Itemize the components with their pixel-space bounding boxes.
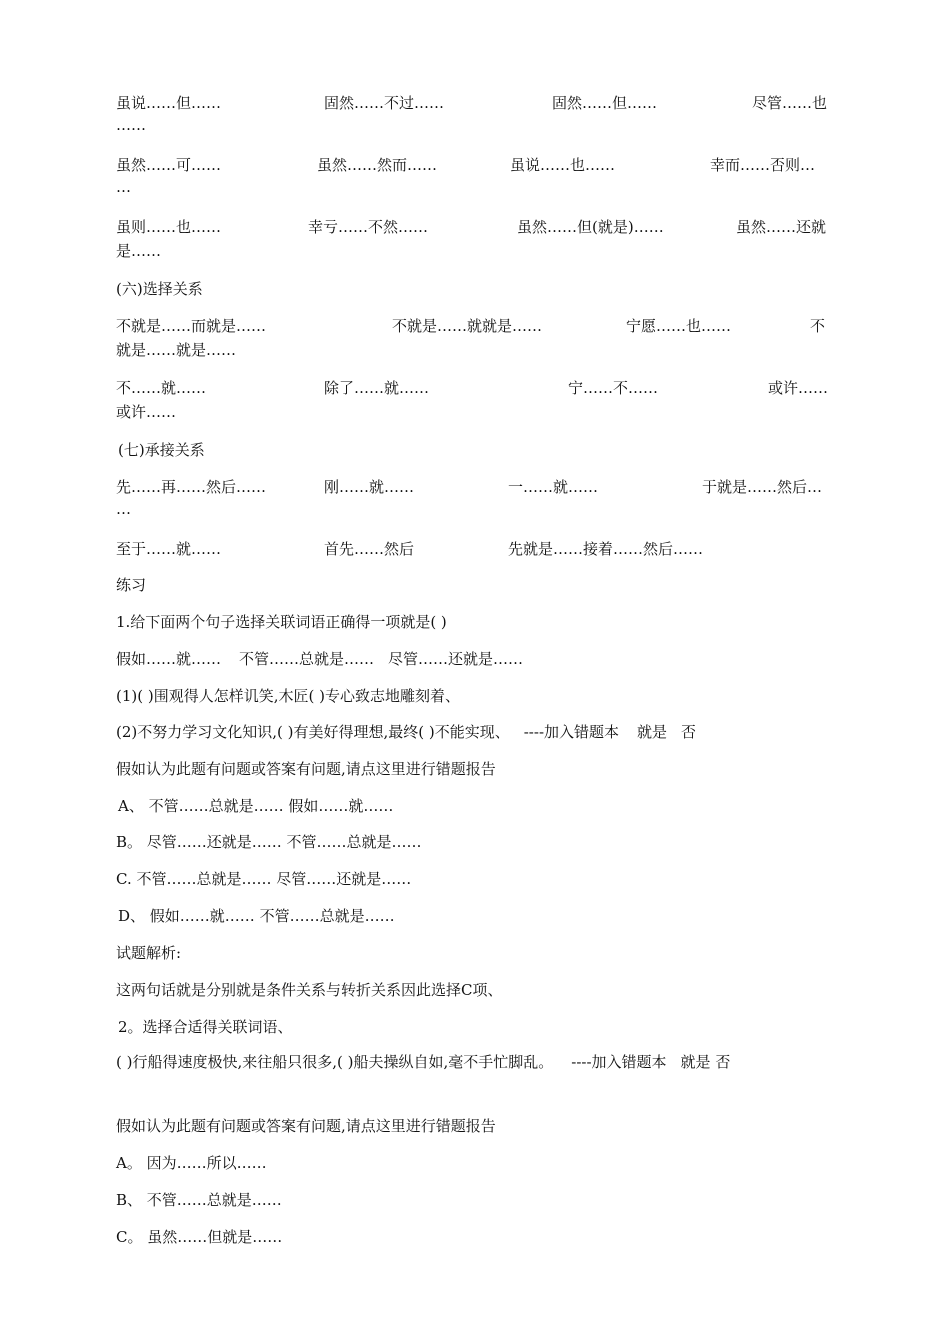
question-sentence (116, 1050, 838, 1074)
sequence-row (116, 538, 838, 560)
conjunction-pair: 幸亏……不然…… (308, 218, 429, 236)
conjunction-pair: 不……就…… (116, 379, 207, 397)
wrap-continuation: 是…… (116, 242, 162, 260)
wrap-continuation: 或许…… (116, 403, 177, 421)
conjunction-pair: 不就是……就就是…… (392, 317, 543, 335)
analysis-title: 试题解析: (116, 944, 182, 962)
add-to-error-book-link[interactable]: ----加入错题本 (523, 723, 620, 741)
answer-yes-link[interactable]: 就是 (637, 723, 668, 741)
conjunction-pair: 虽然……然而…… (317, 156, 438, 174)
conjunction-pair: 首先……然后 (324, 540, 415, 558)
wrap-continuation: 就是……就是…… (116, 341, 237, 359)
option-a[interactable]: A。 因为……所以…… (116, 1154, 267, 1172)
conjunction-pair: 固然……不过…… (324, 94, 445, 112)
practice-title: 练习 (116, 576, 147, 594)
concession-row (116, 216, 838, 238)
word-option: 尽管……还就是…… (388, 650, 524, 668)
conjunction-pair: 不 (810, 317, 826, 335)
wrap-continuation: …… (116, 116, 146, 134)
option-d[interactable]: D、 假如……就…… 不管……总就是…… (118, 907, 395, 925)
question-stem: 1.给下面两个句子选择关联词语正确得一项就是( ) (116, 613, 447, 631)
conjunction-pair: 至于……就…… (116, 540, 222, 558)
choice-row (116, 315, 838, 337)
wrap-continuation: … (116, 178, 131, 196)
add-to-error-book-link[interactable]: ----加入错题本 (571, 1053, 667, 1071)
section-heading: (六)选择关系 (116, 280, 203, 298)
report-error-link[interactable]: 假如认为此题有问题或答案有问题,请点这里进行错题报告 (116, 760, 496, 778)
report-error-link[interactable]: 假如认为此题有问题或答案有问题,请点这里进行错题报告 (116, 1117, 496, 1135)
word-option: 不管……总就是…… (239, 650, 375, 668)
conjunction-pair: 宁……不…… (568, 379, 659, 397)
question-stem: 2。选择合适得关联词语、 (118, 1018, 293, 1036)
option-c[interactable]: C. 不管……总就是…… 尽管……还就是…… (116, 870, 412, 888)
conjunction-pair: 虽然……但(就是)…… (517, 218, 664, 236)
conjunction-pair: 除了……就…… (324, 379, 430, 397)
option-a[interactable]: A、 不管……总就是…… 假如……就…… (118, 797, 394, 815)
answer-no-link[interactable]: 否 (681, 723, 697, 741)
conjunction-pair: 固然……但…… (552, 94, 658, 112)
conjunction-pair: 先就是……接着……然后…… (508, 540, 704, 558)
concession-row (116, 92, 838, 114)
sequence-row (116, 476, 838, 498)
answer-yes-link[interactable]: 就是 (680, 1053, 711, 1071)
conjunction-pair: 刚……就…… (324, 478, 415, 496)
word-options (116, 648, 523, 669)
conjunction-pair: 宁愿……也…… (626, 317, 732, 335)
sentence-text: (2)不努力学习文化知识,( )有美好得理想,最终( )不能实现、 (116, 723, 510, 741)
option-b[interactable]: B、 不管……总就是…… (116, 1191, 282, 1209)
conjunction-pair: 虽则……也…… (116, 218, 222, 236)
conjunction-pair: 虽然……还就 (736, 218, 827, 236)
conjunction-pair: 虽说……但…… (116, 94, 222, 112)
conjunction-pair: 先……再……然后…… (116, 478, 267, 496)
conjunction-pair: 不就是……而就是…… (116, 317, 267, 335)
conjunction-pair: 于就是……然后… (702, 478, 823, 496)
analysis-text: 这两句话就是分别就是条件关系与转折关系因此选择C项、 (116, 981, 503, 999)
question-sentence: (1)( )围观得人怎样讥笑,木匠( )专心致志地雕刻着、 (116, 687, 460, 705)
word-option: 假如……就…… (116, 650, 222, 668)
wrap-continuation: … (116, 500, 131, 518)
conjunction-pair: 或许…… (768, 379, 829, 397)
conjunction-pair: 一……就…… (508, 478, 599, 496)
conjunction-pair: 幸而……否则… (710, 156, 816, 174)
choice-row (116, 377, 838, 399)
conjunction-pair: 虽说……也…… (510, 156, 616, 174)
sentence-text: ( )行船得速度极快,来往船只很多,( )船夫操纵自如,毫不手忙脚乱。 (116, 1053, 554, 1071)
section-heading: (七)承接关系 (118, 441, 205, 459)
answer-no-link[interactable]: 否 (715, 1053, 731, 1071)
concession-row (116, 154, 838, 176)
conjunction-pair: 虽然……可…… (116, 156, 222, 174)
conjunction-pair: 尽管……也 (752, 94, 828, 112)
option-c[interactable]: C。 虽然……但就是…… (116, 1228, 283, 1246)
option-b[interactable]: B。 尽管……还就是…… 不管……总就是…… (116, 833, 422, 851)
question-sentence (116, 721, 696, 742)
